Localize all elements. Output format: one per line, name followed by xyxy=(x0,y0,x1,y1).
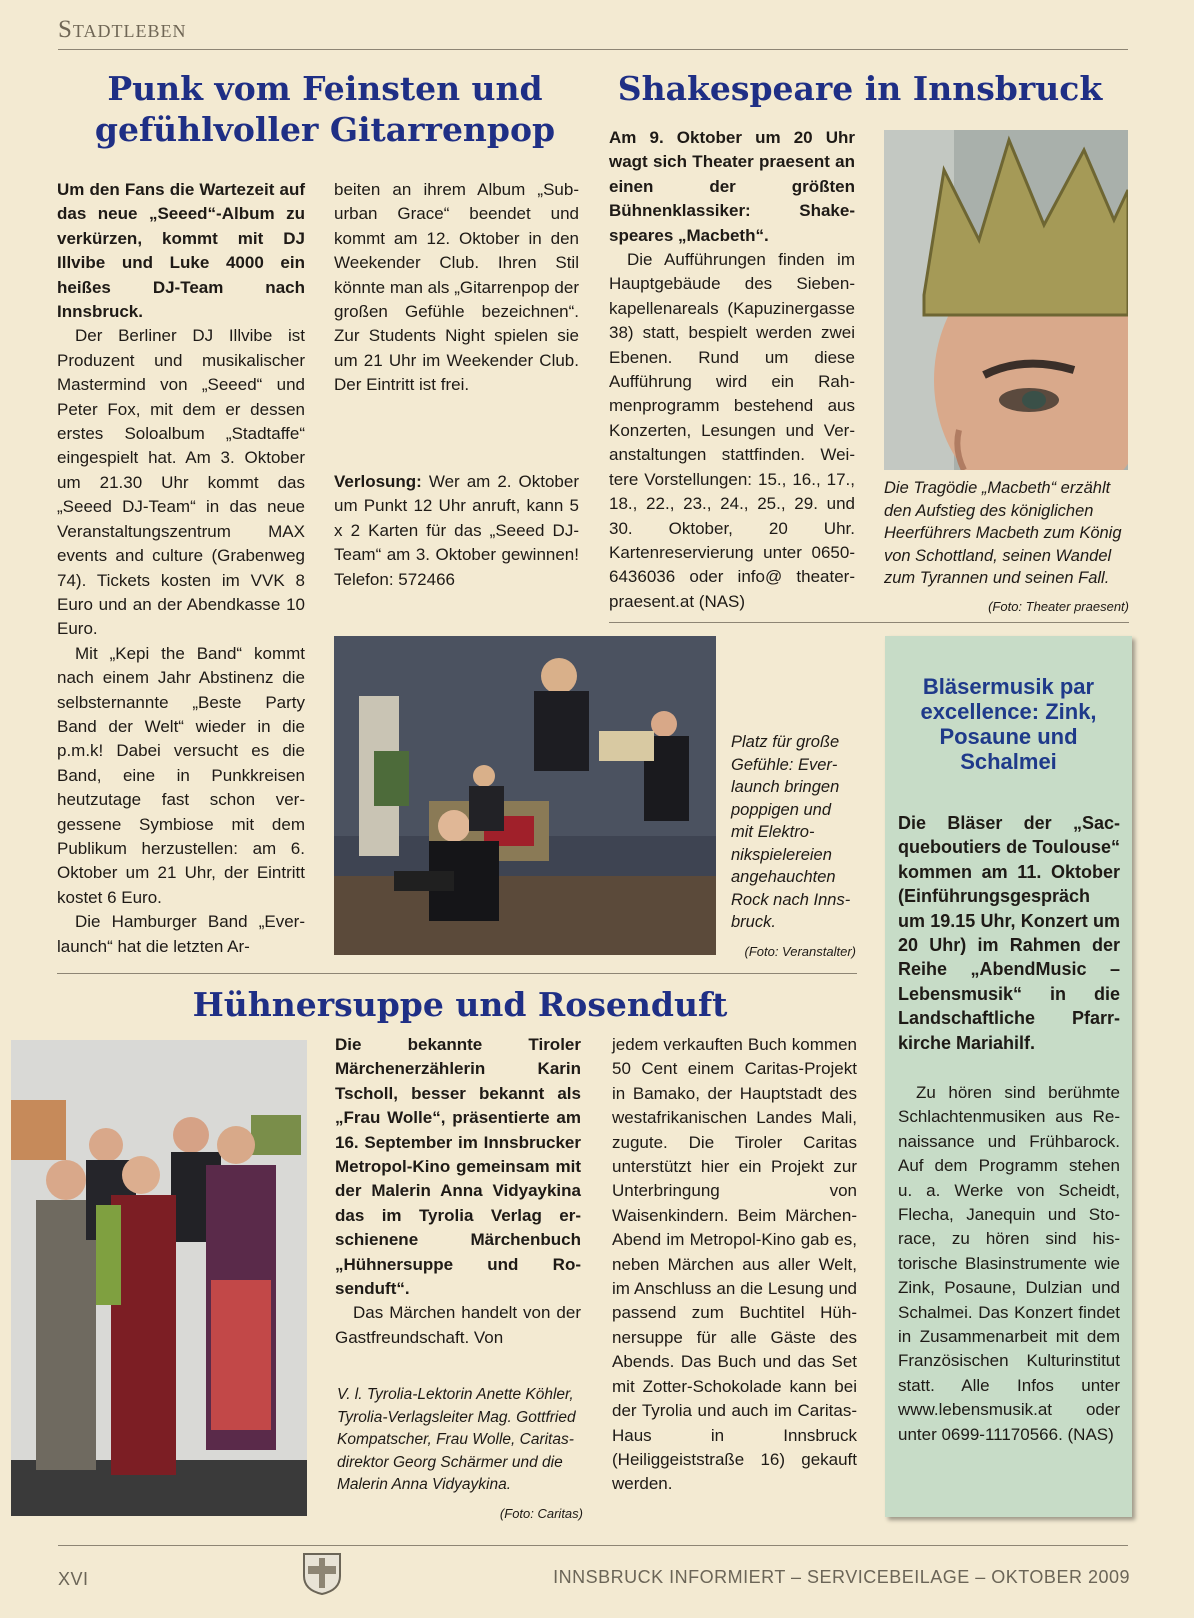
article1-verlosung: Verlosung: Wer am 2. Oktober um Punkt 12 Uhr anruft, kann 5 x 2 Karten für das „Seeed DJ-Team“ am 3. Oktober gewinnen! Telefon: 572466 xyxy=(334,472,579,589)
article1-col1: Um den Fans die Wartezeit auf das neue „Seeed“-Album zu verkürzen, kommt mit DJ Illvibe und Luke 4000 ein heißes DJ-Team nach Innsbruck. Der Berliner DJ Illvibe ist Produzent und musikalischer Mastermind von „Seeed“ und Peter Fox, mit dem er dessen erstes Soloalbum „Stadtaffe“ eingespielt hat. Am 3. Oktober um 21.30 Uhr kommt das „Seeed DJ-Team“ in das neue Veranstaltungszentrum MAX events and culture (Grabenweg 74). Tickets kosten im VVK 8 Euro und an der Abendkasse 10 Euro. Mit „Kepi the Band“ kommt nach einem Jahr Abstinenz die selbsternannte „Beste Party Band der Welt“ wieder in die p.m.k! Dabei versucht es die Band, eine in Punkkreisen heutzutage fast schon vergessene Symbiose mit dem Publikum herzustellen: am 6. Oktober um 21 Uhr, der Eintritt kostet 6 Euro. Die Hamburger Band „Everlaunch“ hat die letzten Ar- xyxy=(57,180,305,956)
macbeth-photo-image xyxy=(884,130,1128,470)
sidebar-headline: Bläsermusik par excellence: Zink, Posaune und Schalmei xyxy=(920,674,1097,774)
band-photo-credit: (Foto: Veranstalter) xyxy=(744,944,856,959)
band-photo-caption: Platz für große Gefühle: Everlaunch bringen poppigen und mit Elektronikspielereien angehauchten Rock nach Innsbruck. xyxy=(731,733,851,931)
macbeth-photo xyxy=(884,130,1128,470)
article3-col2: jedem verkauften Buch kommen 50 Cent einem Caritas-Projekt in Bamako, der Hauptstadt des westafrikanischen Landes Mali, zugute. Die Tiroler Caritas unterstützt hier ein Projekt zur Unterbringung von Waisenkindern. Beim Märchen-Abend im Metropol-Kino gab es, neben Märchen aus aller Welt, im Anschluss an die Lesung und passend zum Buchtitel Hühnersuppe für alle Gäste des Abends. Das Buch und das Set mit Zotter-Schokolade kann bei der Tyrolia und auch im Caritas-Haus in Innsbruck (Heiliggeiststraße 16) gekauft werden. xyxy=(612,1035,857,1494)
publication-line: INNSBRUCK INFORMIERT – SERVICEBEILAGE – OKTOBER 2009 xyxy=(553,1567,1130,1587)
macbeth-photo-caption: Die Tragödie „Macbeth“ erzählt den Aufstieg des königlichen Heerführers Macbeth zum König von Schottland, seinen Wandel zum Tyrannen und seinen Fall. xyxy=(884,479,1122,587)
article2-col: Am 9. Oktober um 20 Uhr wagt sich Theater praesent an einen der größten Bühnenklassiker: Shakespeares „Macbeth“. Die Aufführungen finden im Hauptgebäude des Siebenkapellenareals (Kapuzinergasse 38) statt, bespielt werden zwei Ebenen. Rund um diese Aufführung wird ein Rahmenprogramm bestehend aus Konzerten, Lesungen und Veranstaltungen stattfinden. Weitere Vorstellungen: 15., 16., 17., 18., 22., 23., 24., 25., 29. und 30. Oktober, 20 Uhr. Kartenreservierung unter 0650-6436036 oder info@ theater-praesent.at (NAS) xyxy=(609,128,855,611)
article1-headline: Punk vom Feinsten und gefühlvoller Gitarrenpop xyxy=(94,69,556,149)
page-number: XVI xyxy=(58,1569,89,1589)
article1-col2: beiten an ihrem Album „Suburban Grace“ beendet und kommt am 12. Oktober in den Weekender Club. Ihren Stil könnte man als „Gitarrenpop der großen Gefühle bezeichnen“. Zur Students Night spielen sie um 21 Uhr im Weekender Club. Der Eintritt ist frei. xyxy=(334,180,579,395)
group-photo-image xyxy=(11,1040,307,1516)
article1-rule xyxy=(57,973,857,974)
section-label: Stadtleben xyxy=(58,16,187,43)
article3-headline: Hühnersuppe und Rosenduft xyxy=(192,985,728,1024)
group-photo xyxy=(11,1040,307,1516)
article3-col1: Die bekannte Tiroler Märchenerzählerin Karin Tscholl, besser bekannt als „Frau Wolle“, präsentierte am 16. September im Innsbrucker Metropol-Kino gemeinsam mit der Malerin Anna Vidyaykina das im Tyrolia Verlag erschienene Märchenbuch „Hühnersuppe und Rosenduft“. Das Märchen handelt von der Gastfreundschaft. Von xyxy=(335,1035,581,1347)
article2-rule xyxy=(609,622,1129,623)
article2-headline: Shakespeare in Innsbruck xyxy=(617,69,1103,108)
macbeth-photo-credit: (Foto: Theater praesent) xyxy=(988,599,1129,614)
city-crest-icon xyxy=(302,1552,342,1596)
sidebar-lead: Die Bläser der „Sacqueboutiers de Toulouse“ kommen am 11. Oktober (Einführungsgespräch um 19.15 Uhr, Konzert um 20 Uhr) im Rahmen der Reihe „AbendMusic – Lebensmusik“ in die Landschaftliche Pfarrkirche Mariahilf. xyxy=(898,813,1120,1053)
band-photo-image xyxy=(334,636,716,955)
footer-rule xyxy=(58,1545,1128,1546)
group-photo-caption: V. l. Tyrolia-Lektorin Anette Köhler, Tyrolia-Verlagsleiter Mag. Gottfried Kompatscher, Frau Wolle, Caritasdirektor Georg Schärmer und die Malerin Anna Vidyaykina. xyxy=(337,1386,576,1493)
header-rule xyxy=(58,49,1128,50)
band-photo xyxy=(334,636,716,955)
group-photo-credit: (Foto: Caritas) xyxy=(499,1506,583,1521)
sidebar-body: Zu hören sind berühmte Schlachtenmusiken aus Renaissance und Frühbarock. Auf dem Programm stehen u. a. Werke von Scheidt, Flecha, Janequin und Storace, zu hören sind historische Blasinstrumente wie Zink, Posaune, Dulzian und Schalmei. Das Konzert findet in Zusammenarbeit mit dem Französischen Kulturinstitut statt. Alle Infos unter www.lebensmusik.at oder unter 0699-11170566. (NAS) xyxy=(898,1083,1120,1444)
